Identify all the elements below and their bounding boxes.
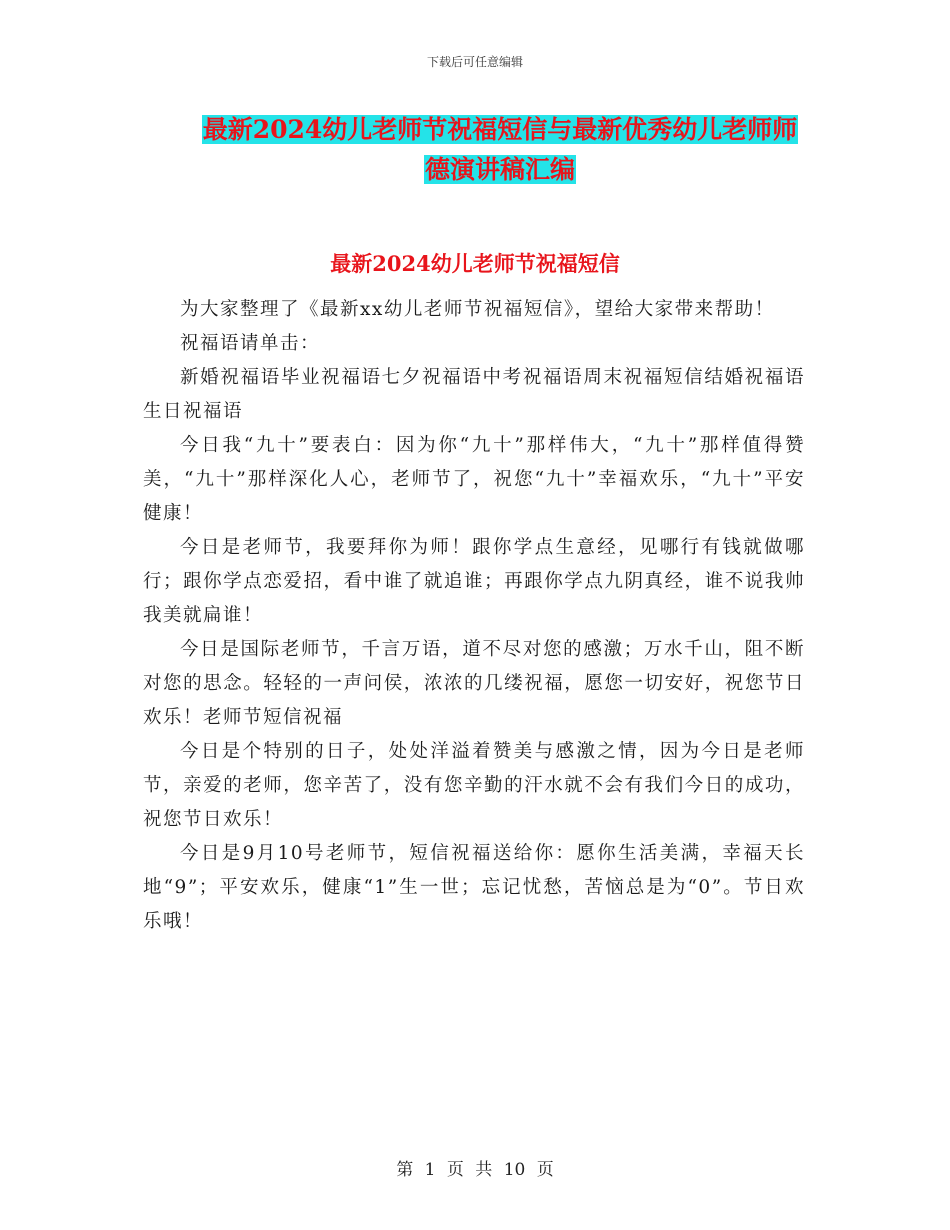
- page-header-note: 下载后可任意编辑: [426, 55, 523, 69]
- document-title-line-1: 最新2024幼儿老师节祝福短信与最新优秀幼儿老师师: [202, 115, 798, 144]
- page-number-footer: 第 1 页 共 10 页: [396, 1160, 554, 1180]
- paragraph: 新婚祝福语毕业祝福语七夕祝福语中考祝福语周末祝福短信结婚祝福语生日祝福语: [143, 367, 805, 422]
- document-title-line-2: 德演讲稿汇编: [424, 155, 575, 184]
- paragraph: 今日是老师节，我要拜你为师！跟你学点生意经，见哪行有钱就做哪行；跟你学点恋爱招，看中谁了就追谁；再跟你学点九阴真经，谁不说我帅我美就扁谁！: [143, 537, 805, 626]
- paragraph: 今日我“九十”要表白：因为你“九十”那样伟大，“九十”那样值得赞美，“九十”那样深化人心，老师节了，祝您“九十”幸福欢乐，“九十”平安健康！: [143, 435, 805, 524]
- paragraph: 今日是国际老师节，千言万语，道不尽对您的感激；万水千山，阻不断对您的思念。轻轻的一声问侯，浓浓的几缕祝福，愿您一切安好，祝您节日欢乐！老师节短信祝福: [143, 639, 805, 728]
- document-title: [140, 110, 860, 190]
- paragraph: 今日是个特别的日子，处处洋溢着赞美与感激之情，因为今日是老师节，亲爱的老师，您辛苦了，没有您辛勤的汗水就不会有我们今日的成功，祝您节日欢乐！: [143, 741, 805, 830]
- paragraph: 为大家整理了《最新xx幼儿老师节祝福短信》，望给大家带来帮助！: [180, 299, 775, 320]
- paragraph: 今日是9月10号老师节，短信祝福送给你：愿你生活美满，幸福天长地“9”；平安欢乐，健康“1”生一世；忘记忧愁，苦恼总是为“0”。节日欢乐哦！: [143, 843, 805, 932]
- section-title: 最新2024幼儿老师节祝福短信: [330, 251, 620, 276]
- paragraph: 祝福语请单击：: [180, 333, 321, 354]
- body-text: [143, 293, 805, 939]
